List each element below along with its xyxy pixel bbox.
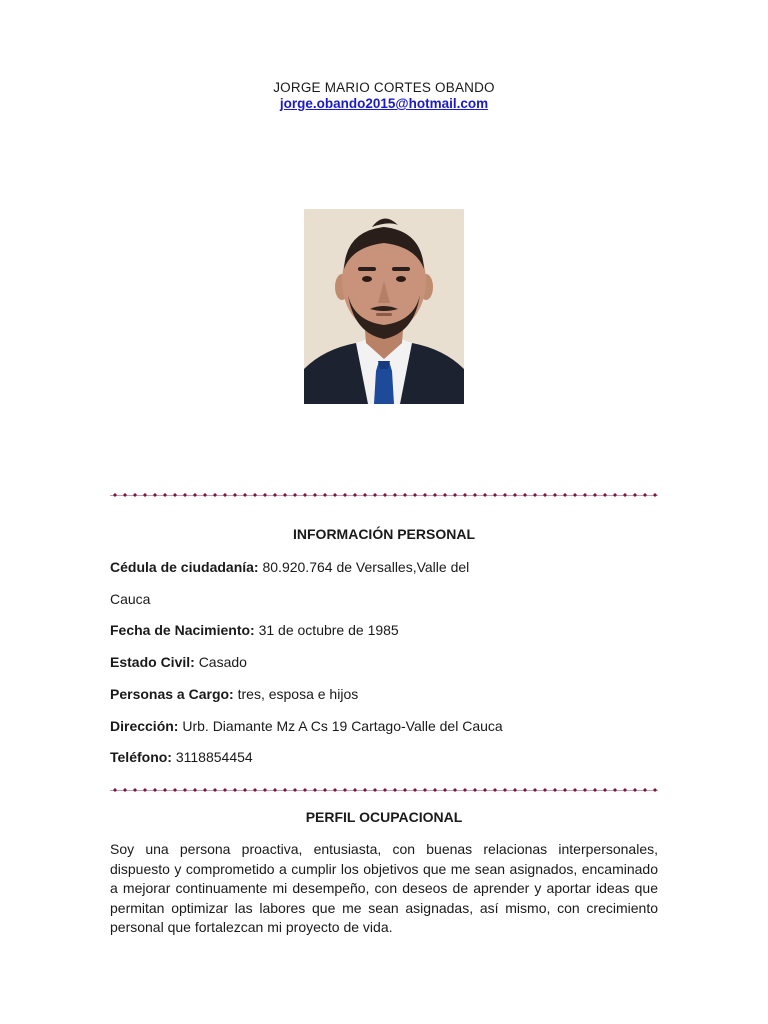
civil-status-label: Estado Civil: <box>110 654 195 670</box>
section-divider <box>110 787 658 793</box>
phone-label: Teléfono: <box>110 749 172 765</box>
cedula-value: 80.920.764 de Versalles,Valle del <box>262 559 470 575</box>
cedula-value-continued: Cauca <box>110 591 151 607</box>
birth-date-label: Fecha de Nacimiento: <box>110 622 255 638</box>
birth-date-field <box>110 621 670 639</box>
birth-date-value: 31 de octubre de 1985 <box>258 622 399 638</box>
cedula-label: Cédula de ciudadanía: <box>110 559 259 575</box>
dependents-field <box>110 685 670 703</box>
address-label: Dirección: <box>110 718 179 734</box>
address-field <box>110 717 670 735</box>
dependents-label: Personas a Cargo: <box>110 686 234 702</box>
dependents-value: tres, esposa e hijos <box>237 686 359 702</box>
address-value: Urb. Diamante Mz A Cs 19 Cartago-Valle del Cauca <box>182 718 503 734</box>
phone-value: 3118854454 <box>175 749 253 765</box>
phone-field <box>110 748 670 766</box>
cedula-field-continued <box>110 590 670 608</box>
email-link[interactable]: jorge.obando2015@hotmail.com <box>279 96 489 111</box>
profile-heading: PERFIL OCUPACIONAL <box>305 809 463 825</box>
personal-info-heading: INFORMACIÓN PERSONAL <box>293 526 475 542</box>
profile-photo <box>304 209 464 404</box>
section-divider <box>110 492 658 498</box>
civil-status-field <box>110 653 670 671</box>
email-line <box>0 96 768 111</box>
profile-paragraph: Soy una persona proactiva, entusiasta, con buenas relacionas interpersonales, dispuesto y comprometido a cumplir los objetivos que me sean asignados, encaminado a mejorar continuamente mi desempeño, con deseos de aprender y aportar ideas que permitan optimizar las labores que me sean asignadas, así mismo, con crecimiento personal que fortalezcan mi proyecto de vida. <box>110 841 658 935</box>
candidate-name: JORGE MARIO CORTES OBANDO <box>273 80 495 95</box>
cedula-field <box>110 558 670 576</box>
civil-status-value: Casado <box>198 654 247 670</box>
